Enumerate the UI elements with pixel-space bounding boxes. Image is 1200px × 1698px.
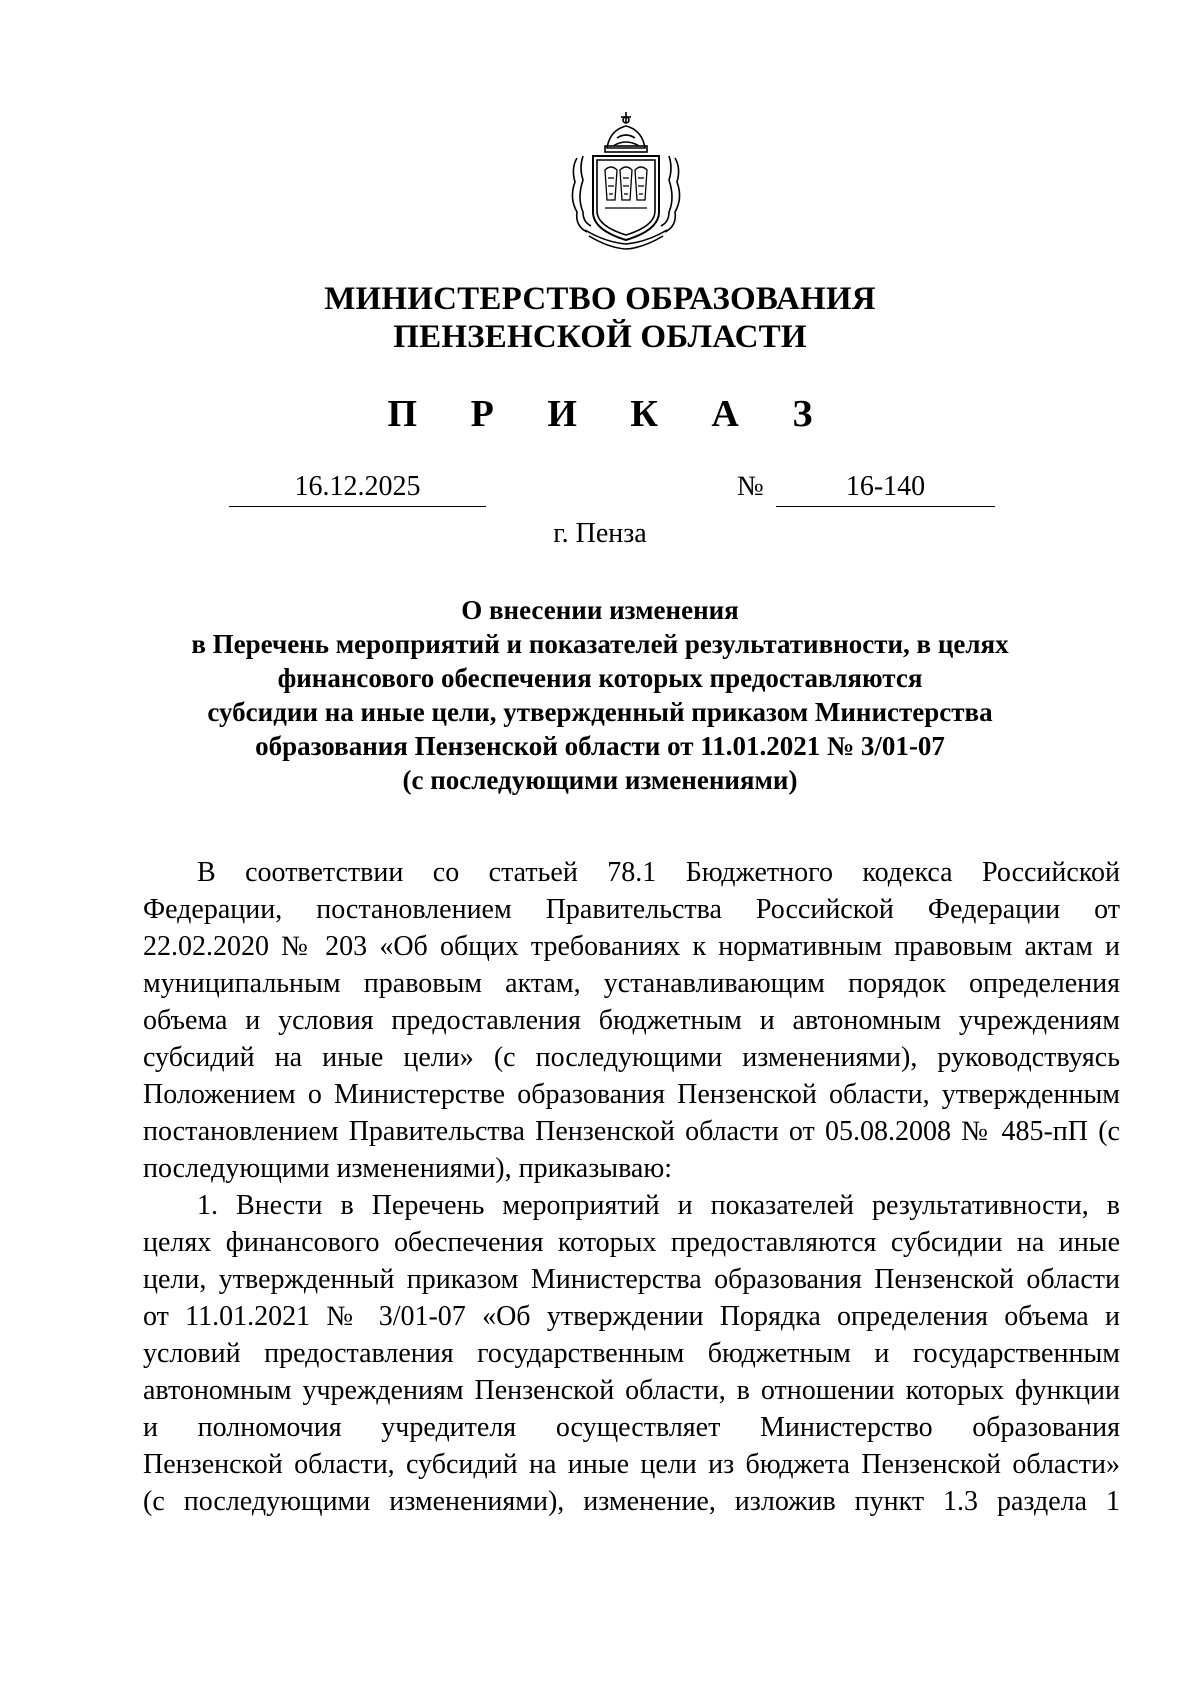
body-text-line: условий предоставления государственным бюджетным и государственным (143, 1338, 1120, 1369)
title-line: О внесении изменения (461, 595, 739, 625)
body-text-line: 22.02.2020 № 203 «Об общих требованиях к нормативным правовым актам и (143, 931, 1120, 962)
body-text-line: автономным учреждениям Пензенской области, в отношении которых функции (143, 1375, 1120, 1406)
title-line: в Перечень мероприятий и показателей результативности, в целях (191, 629, 1009, 659)
body-text-line: (с последующими изменениями), изменение, изложив пункт 1.3 раздела 1 (143, 1486, 1120, 1517)
body-text-line: 1. Внести в Перечень мероприятий и показателей результативности, в (197, 1190, 1120, 1221)
ministry-name-line2: ПЕНЗЕНСКОЙ ОБЛАСТИ (393, 319, 807, 355)
order-date: 16.12.2025 (229, 468, 486, 507)
body-text-line: Федерации, постановлением Правительства Российской Федерации от (143, 894, 1120, 925)
title-line: субсидии на иные цели, утвержденный приказом Министерства (207, 697, 993, 727)
title-line: (с последующими изменениями) (402, 765, 798, 795)
body-text-line: от 11.01.2021 № 3/01-07 «Об утверждении Порядка определения объема и (143, 1301, 1120, 1332)
body-text-line: целях финансового обеспечения которых предоставляются субсидии на иные (143, 1227, 1120, 1258)
body-text-line: субсидий на иные цели» (с последующими изменениями), руководствуясь (143, 1042, 1120, 1073)
ministry-name-line1: МИНИСТЕРСТВО ОБРАЗОВАНИЯ (324, 281, 876, 317)
body-text-line: цели, утвержденный приказом Министерства образования Пензенской области (143, 1264, 1120, 1295)
city-label: г. Пенза (553, 518, 647, 549)
body-text-line: постановлением Правительства Пензенской области от 05.08.2008 № 485-пП (с (143, 1116, 1120, 1147)
body-text-line: муниципальным правовым актам, устанавливающим порядок определения (143, 968, 1120, 999)
body-text-line: Положением о Министерстве образования Пензенской области, утвержденным (143, 1079, 1120, 1110)
coat-of-arms-emblem (565, 108, 687, 250)
body-text-line: В соответствии со статьей 78.1 Бюджетного кодекса Российской (197, 857, 1120, 888)
title-line: образования Пензенской области от 11.01.2021 № 3/01-07 (255, 731, 945, 761)
number-sign: № (737, 471, 764, 502)
body-text-line: Пензенской области, субсидий на иные цели из бюджета Пензенской области» (143, 1449, 1120, 1480)
document-type-heading: П Р И К А З (387, 393, 835, 435)
body-text-line: и полномочия учредителя осуществляет Министерство образования (143, 1412, 1120, 1443)
body-text-line: объема и условия предоставления бюджетным и автономным учреждениям (143, 1005, 1120, 1036)
title-line: финансового обеспечения которых предоставляются (277, 663, 923, 693)
body-text-line: последующими изменениями), приказываю: (143, 1153, 673, 1184)
order-number: 16-140 (776, 468, 995, 507)
